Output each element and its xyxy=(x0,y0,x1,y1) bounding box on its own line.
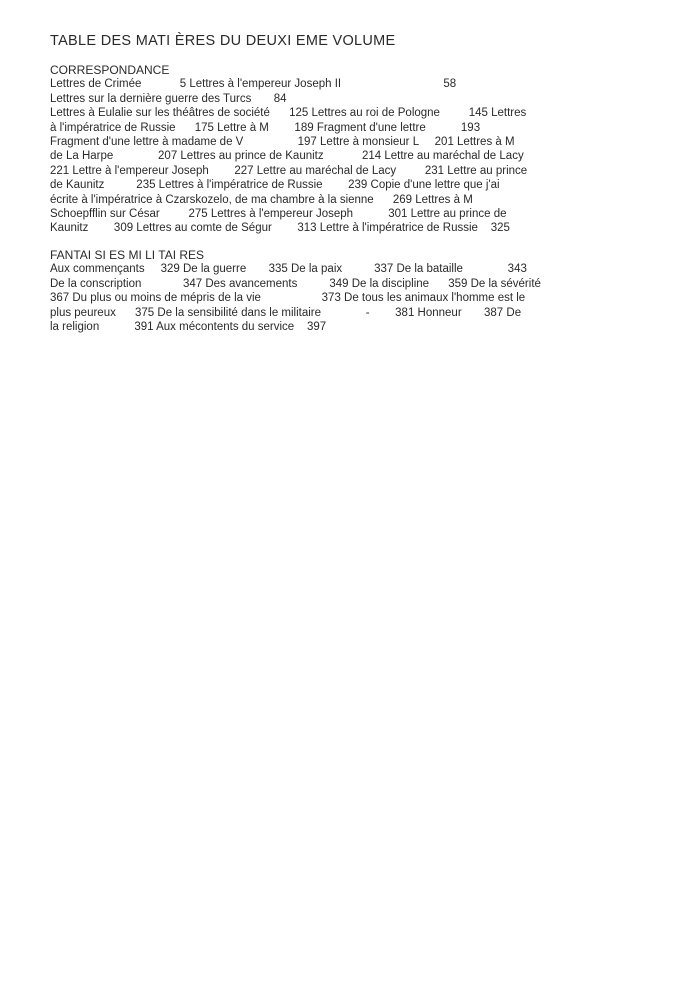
toc-line: Aux commençants 329 De la guerre 335 De la paix 337 De la bataille 343 xyxy=(50,263,527,276)
toc-line: de Kaunitz 235 Lettres à l'impératrice de Russie 239 Copie d'une lettre que j'ai xyxy=(50,179,500,192)
toc-line: 221 Lettre à l'empereur Joseph 227 Lettre au maréchal de Lacy 231 Lettre au prince xyxy=(50,164,528,177)
toc-line: Lettres sur la dernière guerre des Turcs 84 xyxy=(50,92,287,105)
toc-line: la religion 391 Aux mécontents du service 397 xyxy=(50,320,327,333)
section-heading: FANTAI SI ES MI LI TAI RES xyxy=(50,247,205,262)
toc-line: écrite à l'impératrice à Czarskozelo, de ma chambre à la sienne 269 Lettres à M xyxy=(50,193,473,206)
toc-line: de La Harpe 207 Lettres au prince de Kaunitz 214 Lettre au maréchal de Lacy xyxy=(50,150,524,163)
toc-line: De la conscription 347 Des avancements 349 De la discipline 359 De la sévérité xyxy=(50,277,541,290)
section-heading: CORRESPONDANCE xyxy=(50,63,170,77)
toc-line: Kaunitz 309 Lettres au comte de Ségur 313 Lettre à l'impératrice de Russie 325 xyxy=(50,222,510,235)
toc-line: 367 Du plus ou moins de mépris de la vie 373 De tous les animaux l'homme est le xyxy=(50,292,526,305)
toc-line: plus peureux 375 De la sensibilité dans le militaire - 381 Honneur 387 De xyxy=(50,306,522,319)
toc-line: Fragment d'une lettre à madame de V 197 Lettre à monsieur L 201 Lettres à M xyxy=(50,136,515,149)
toc-line: Lettres à Eulalie sur les théâtres de société 125 Lettres au roi de Pologne 145 Lettres xyxy=(50,107,527,120)
document-page xyxy=(50,33,620,346)
toc-line: à l'impératrice de Russie 175 Lettre à M 189 Fragment d'une lettre 193 xyxy=(50,121,481,134)
section-correspondance xyxy=(50,63,620,236)
toc-line: Lettres de Crimée 5 Lettres à l'empereur Joseph II 58 xyxy=(50,78,457,91)
toc-line: Schoepfflin sur César 275 Lettres à l'empereur Joseph 301 Lettre au prince de xyxy=(50,208,507,221)
section-fantaisies-militaires xyxy=(50,248,620,334)
document-title: TABLE DES MATI ÈRES DU DEUXI EME VOLUME xyxy=(50,33,396,49)
